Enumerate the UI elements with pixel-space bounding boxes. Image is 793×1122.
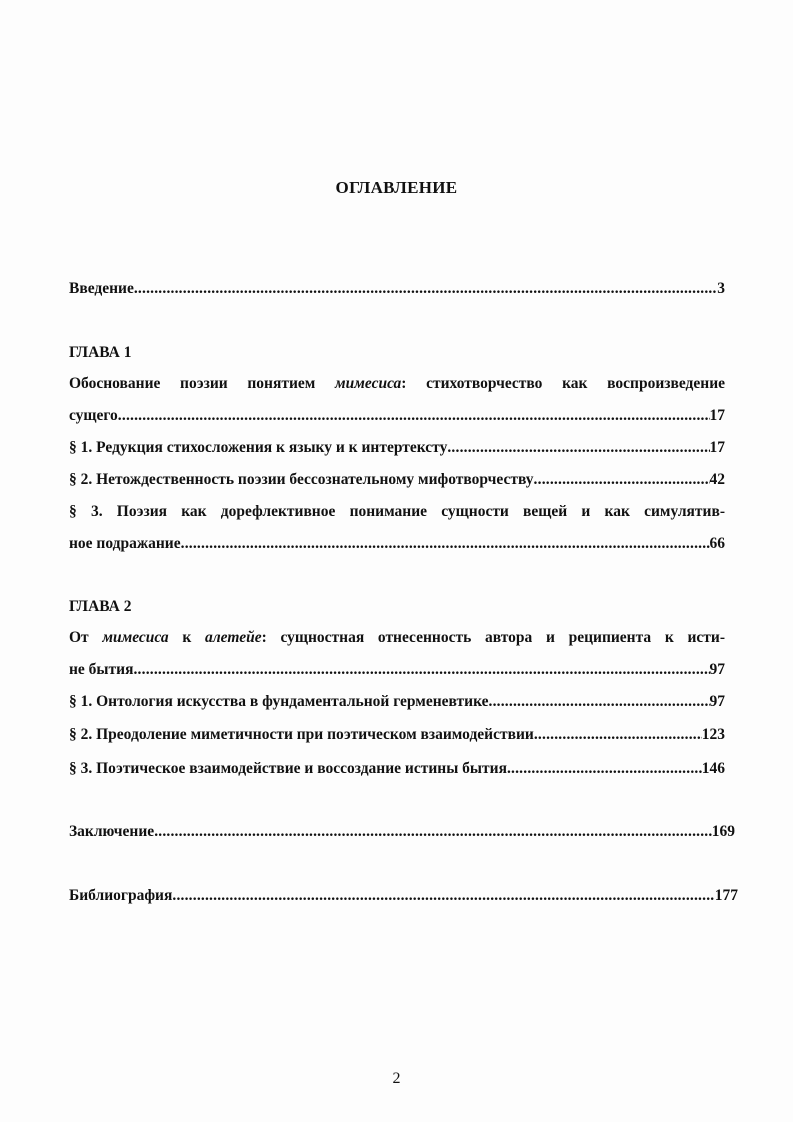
toc-entry-label: Заключение xyxy=(69,823,155,840)
toc-entry-1-3-line1[interactable] xyxy=(69,502,725,522)
dot-leader xyxy=(507,759,702,779)
toc-entry-page: 42 xyxy=(709,471,725,488)
dot-leader xyxy=(534,725,702,745)
toc-entry-label: § 3. Поэзия как дорефлективное понимание сущности вещей и как симулятив- xyxy=(69,503,725,520)
chapter-1-heading: ГЛАВА 1 xyxy=(69,344,132,361)
toc-entry-label: не бытия xyxy=(69,661,134,678)
toc-entry-label: § 2. Преодоление миметичности при поэтическом взаимодействии xyxy=(69,726,534,743)
dot-leader xyxy=(181,534,710,554)
chapter-2-title-italic: мимесиса xyxy=(102,629,169,646)
page-number: 2 xyxy=(392,1070,401,1087)
dot-leader xyxy=(133,660,709,680)
dot-leader xyxy=(154,822,712,842)
toc-entry-1-2[interactable] xyxy=(69,470,725,490)
toc-entry-label: Библиография xyxy=(69,887,173,904)
dot-leader xyxy=(134,279,717,299)
chapter-2-heading: ГЛАВА 2 xyxy=(69,598,132,615)
toc-entry-label: § 2. Нетождественность поэзии бессознательному мифотворчеству xyxy=(69,471,534,488)
toc-entry-2-2[interactable] xyxy=(69,725,725,745)
toc-entry-page: 97 xyxy=(709,693,725,710)
dot-leader xyxy=(172,886,714,906)
toc-entry-label: сущего xyxy=(69,407,118,424)
chapter-2-title-italic: алетейе xyxy=(204,629,262,646)
toc-entry-label: § 1. Онтология искусства в фундаментальной герменевтике xyxy=(69,693,489,710)
dot-leader xyxy=(118,406,710,426)
toc-entry-page: 123 xyxy=(701,726,725,743)
dot-leader xyxy=(534,470,710,490)
chapter-2-title-part: От xyxy=(69,629,103,646)
toc-entry-2-3[interactable] xyxy=(69,759,725,779)
toc-entry-bibliography[interactable] xyxy=(69,886,738,906)
toc-entry-label: § 3. Поэтическое взаимодействие и воссоздание истины бытия xyxy=(69,760,507,777)
chapter-1-title-line1[interactable] xyxy=(69,374,725,394)
toc-entry-1-3[interactable] xyxy=(69,534,725,554)
toc-entry-label: Введение xyxy=(69,280,134,297)
dot-leader xyxy=(447,438,709,458)
chapter-1-title-part: : стихотворчество как воспроизведение xyxy=(401,375,725,392)
toc-entry-2-1[interactable] xyxy=(69,692,725,712)
toc-entry-1-1[interactable] xyxy=(69,438,725,458)
toc-entry-page: 177 xyxy=(714,887,738,904)
chapter-1-title-part: Обоснование поэзии понятием xyxy=(69,375,336,392)
toc-entry-page: 169 xyxy=(711,823,735,840)
toc-entry-page: 3 xyxy=(717,280,725,297)
toc-title: ОГЛАВЛЕНИЕ xyxy=(335,178,458,197)
toc-entry-page: 66 xyxy=(709,535,725,552)
chapter-1-title-italic: мимесиса xyxy=(335,375,402,392)
chapter-2-title-line1[interactable] xyxy=(69,628,725,648)
toc-entry-page: 146 xyxy=(701,760,725,777)
toc-entry-page: 17 xyxy=(709,439,725,456)
toc-entry-page: 97 xyxy=(709,661,725,678)
toc-entry-page: 17 xyxy=(709,407,725,424)
toc-entry-chapter-1[interactable] xyxy=(69,406,725,426)
dot-leader xyxy=(489,692,710,712)
toc-entry-chapter-2[interactable] xyxy=(69,660,725,680)
chapter-2-title-part: : сущностная отнесенность автора и реципиента к исти- xyxy=(261,629,725,646)
toc-entry-label: § 1. Редукция стихосложения к языку и к интертексту xyxy=(69,439,448,456)
chapter-2-title-part: к xyxy=(168,629,205,646)
toc-entry-conclusion[interactable] xyxy=(69,822,735,842)
toc-entry-label: ное подражание xyxy=(69,535,181,552)
toc-entry-intro[interactable] xyxy=(69,279,725,299)
